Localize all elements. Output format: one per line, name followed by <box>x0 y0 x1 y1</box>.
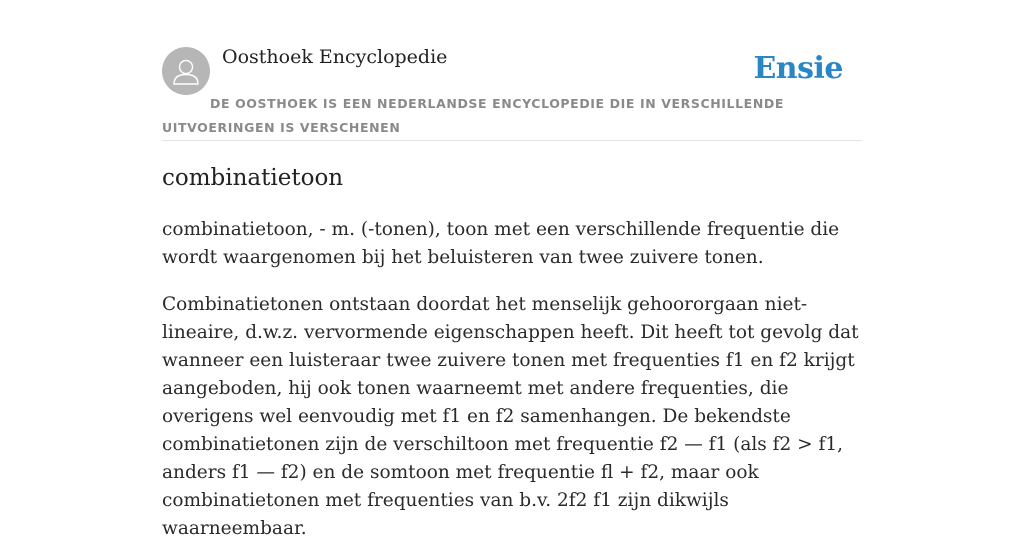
article-paragraph: Combinatietonen ontstaan doordat het menselijk gehoororgaan niet-lineaire, d.w.z. vervormende eigenschappen heeft. Dit heeft tot gevolg dat wanneer een luisteraar twee zuivere tonen met frequenties f1 en f2 krijgt aangeboden, hij ook tonen waarneemt met andere frequenties, die overigens wel eenvoudig met f1 en f2 samenhangen. De bekendste combinatietonen zijn de verschiltoon met frequentie f2 — f1 (als f2 > f1, anders f1 — f2) en de somtoon met frequentie fl + f2, maar ook combinatietonen met frequenties van b.v. 2f2 f1 zijn dikwijls waarneembaar. <box>162 294 859 539</box>
source-tagline: DE OOSTHOEK IS EEN NEDERLANDSE ENCYCLOPEDIE DIE IN VERSCHILLENDE UITVOERINGEN IS VERSCHENEN <box>162 96 784 135</box>
article <box>162 162 862 543</box>
avatar[interactable] <box>162 47 210 95</box>
article-title: combinatietoon <box>162 165 344 191</box>
user-silhouette-icon <box>162 47 210 95</box>
brand-logo[interactable]: Ensie <box>753 51 843 86</box>
article-paragraph: combinatietoon, - m. (-tonen), toon met een verschillende frequentie die wordt waargenomen bij het beluisteren van twee zuivere tonen. <box>162 219 840 268</box>
source-header <box>162 40 862 141</box>
source-name-link[interactable]: Oosthoek Encyclopedie <box>222 46 448 68</box>
